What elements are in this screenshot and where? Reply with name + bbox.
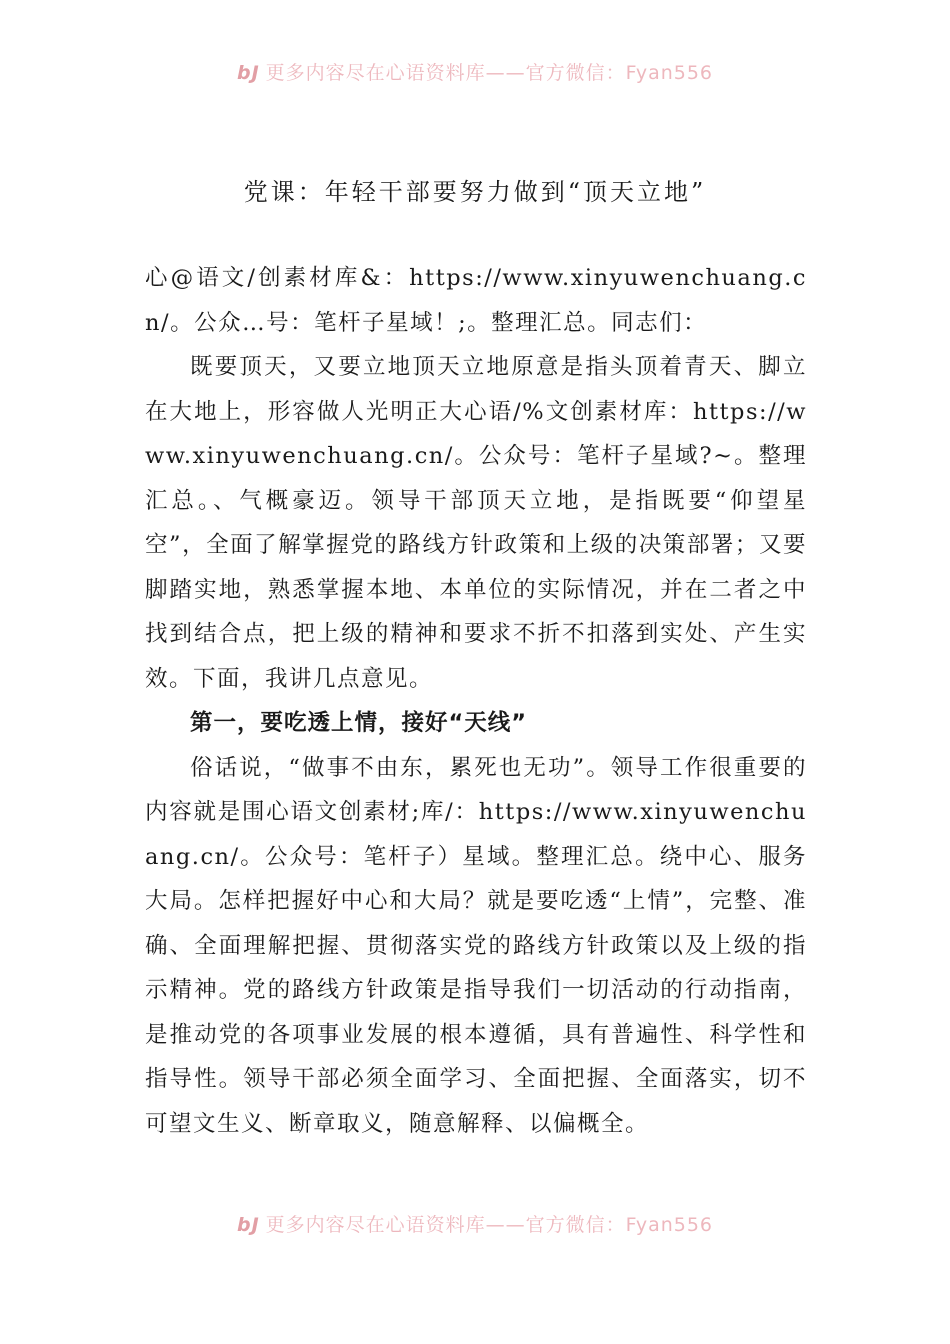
watermark-text: 更多内容尽在心语资料库——官方微信：Fyan556 bbox=[265, 62, 714, 84]
paragraph-overview: 既要顶天，又要立地顶天立地原意是指头顶着青天、脚立在大地上，形容做人光明正大心语/%文创素材库：https://www.xinyuwenchuang.cn/。公众号：笔杆子星域?~。整理汇总。、气概豪迈。领导干部顶天立地，是指既要“仰望星空”，全面了解掌握党的路线方针政策和上级的决策部署；又要脚踏实地，熟悉掌握本地、本单位的实际情况，并在二者之中找到结合点，把上级的精神和要求不折不扣落到实处、产生实效。下面，我讲几点意见。 bbox=[145, 354, 807, 692]
paragraph-section-1: 俗话说，“做事不由东，累死也无功”。领导工作很重要的内容就是围心语文创素材;库/：https://www.xinyuwenchuang.cn/。公众号：笔杆子）星域。整理汇总。绕中心、服务大局。怎样把握好中心和大局？就是要吃透“上情”，完整、准确、全面理解把握、贯彻落实党的路线方针政策以及上级的指示精神。党的路线方针政策是指导我们一切活动的行动指南，是推动党的各项事业发展的根本遵循，具有普遍性、科学性和指导性。领导干部必须全面学习、全面把握、全面落实，切不可望文生义、断章取义，随意解释、以偏概全。 bbox=[145, 754, 807, 1137]
header-watermark bbox=[0, 58, 950, 85]
watermark-logo-icon: bJ bbox=[236, 62, 260, 84]
document-body bbox=[145, 256, 807, 1146]
document-title: 党课：年轻干部要努力做到“顶天立地” bbox=[243, 178, 707, 206]
section-heading: 第一，要吃透上情，接好“天线” bbox=[190, 710, 528, 736]
footer-watermark bbox=[0, 1210, 950, 1237]
watermark-logo-icon: bJ bbox=[236, 1214, 260, 1236]
paragraph-intro: 心@语文/创素材库&：https://www.xinyuwenchuang.cn/。公众…号：笔杆子星域！;。整理汇总。同志们： bbox=[145, 265, 807, 336]
watermark-text: 更多内容尽在心语资料库——官方微信：Fyan556 bbox=[265, 1214, 714, 1236]
